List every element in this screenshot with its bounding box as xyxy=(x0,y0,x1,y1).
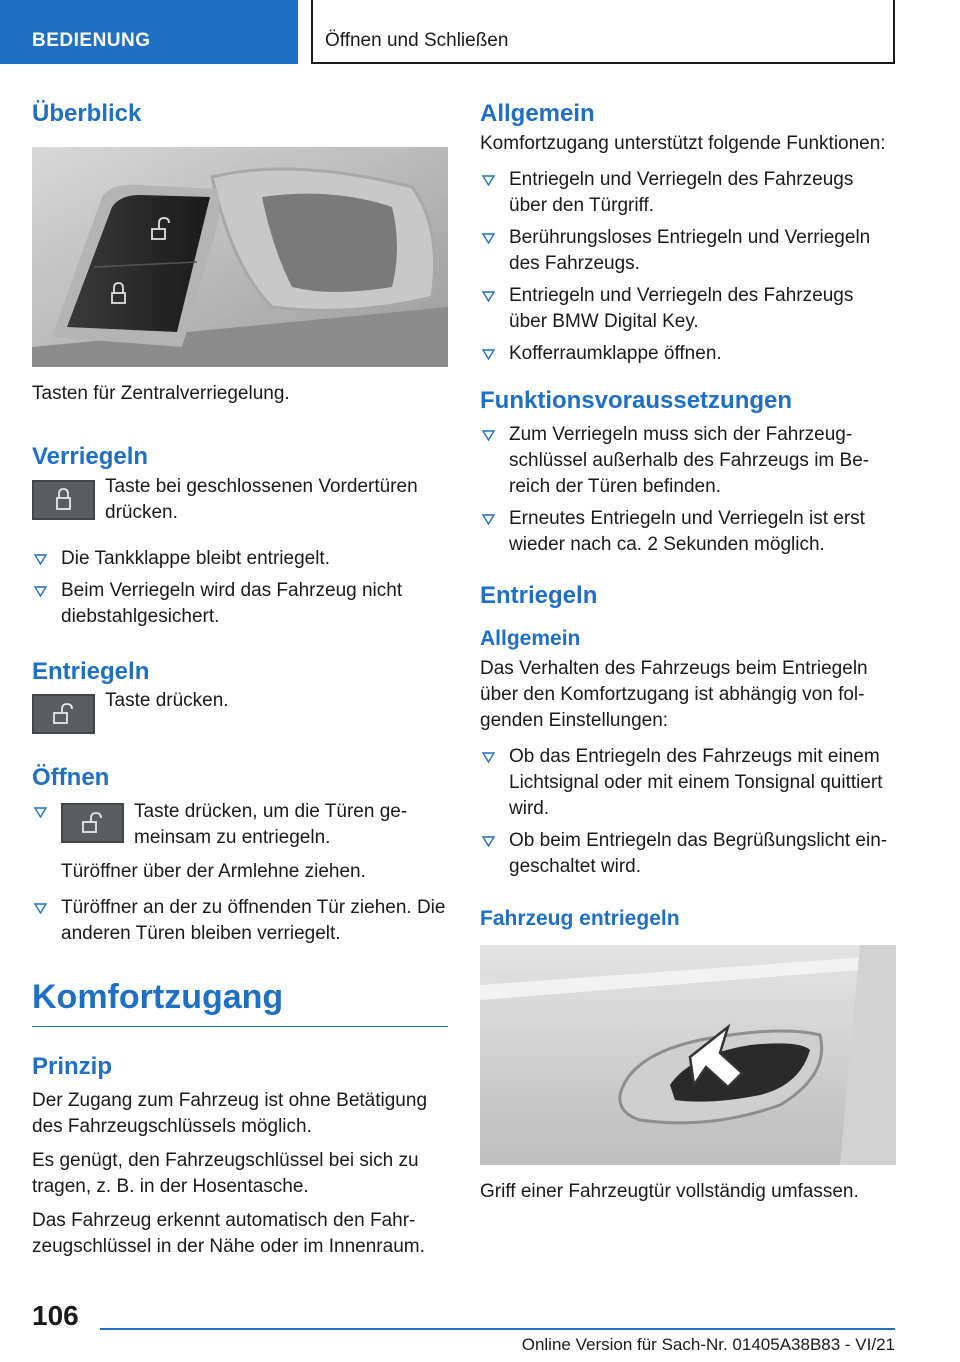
principle-paragraph: Es genügt, den Fahrzeugschlüssel bei sich zu tragen, z. B. in der Hosentasche. xyxy=(32,1149,419,1197)
unlock-key-text: Taste drücken. xyxy=(105,690,229,712)
header-chapter-box xyxy=(311,0,895,64)
list-item: Berührungsloses Entriegeln und Verriegeln des Fahrzeugs. xyxy=(480,225,896,277)
unlocking-intro: Das Verhalten des Fahrzeugs beim Entriegeln über den Komfortzugang ist abhängig von folgenden Einstellungen: xyxy=(480,657,868,731)
door-handle-lock-buttons-photo xyxy=(32,147,448,367)
list-item: Entriegeln und Verriegeln des Fahrzeugs über den Türgriff. xyxy=(480,167,896,219)
triangle-bullet-icon xyxy=(480,341,498,367)
principle-paragraph: Das Fahrzeug erkennt automatisch den Fahrzeugschlüssel in der Nähe oder im Innenraum. xyxy=(32,1209,425,1257)
list-item xyxy=(32,799,448,885)
general-heading: Allgemein xyxy=(480,100,595,127)
header-section-label: BEDIENUNG xyxy=(32,30,151,51)
lock-key-text: Taste bei geschlossenen Vordertüren drücken. xyxy=(105,475,418,523)
general-bullet-list xyxy=(480,167,896,367)
overview-heading: Überblick xyxy=(32,100,142,127)
footer-version-text: Online Version für Sach-Nr. 01405A38B83 - VI/21 xyxy=(521,1335,895,1354)
list-item: Entriegeln und Verriegeln des Fahrzeugs über BMW Digital Key. xyxy=(480,283,896,335)
unlock-button-icon xyxy=(32,694,95,734)
requirements-bullet-list xyxy=(480,422,896,558)
list-item: Ob beim Entriegeln das Begrüßungslicht eingeschaltet wird. xyxy=(480,828,896,880)
unlocking-heading: Entriegeln xyxy=(480,581,598,609)
triangle-bullet-icon xyxy=(32,895,50,921)
requirements-heading: Funktionsvoraussetzungen xyxy=(480,386,793,414)
open-heading: Öffnen xyxy=(32,764,110,792)
triangle-bullet-icon xyxy=(480,506,498,532)
lock-heading: Verriegeln xyxy=(32,442,149,470)
list-item: Die Tankklappe bleibt entriegelt. xyxy=(32,546,448,572)
unlock-button-icon xyxy=(61,803,124,843)
vehicle-unlock-caption: Griff einer Fahrzeugtür vollständig umfassen. xyxy=(480,1180,859,1202)
header-section-tab xyxy=(0,0,298,64)
overview-caption: Tasten für Zentralverriegelung. xyxy=(32,382,290,404)
principle-paragraph: Der Zugang zum Fahrzeug ist ohne Betätigung des Fahrzeugschlüssels möglich. xyxy=(32,1089,428,1137)
footer-divider xyxy=(100,1328,895,1330)
door-handle-grip-photo xyxy=(480,945,896,1165)
page-number: 106 xyxy=(32,1300,79,1331)
header-chapter-label: Öffnen und Schließen xyxy=(325,30,509,51)
list-item: Türöffner an der zu öffnenden Tür ziehen. Die anderen Türen bleiben verriegelt. xyxy=(32,895,448,947)
triangle-bullet-icon xyxy=(480,225,498,251)
triangle-bullet-icon xyxy=(480,283,498,309)
open-bullet-list xyxy=(32,799,448,947)
list-item: Beim Verriegeln wird das Fahrzeug nicht diebstahlgesichert. xyxy=(32,578,448,630)
list-item: Erneutes Entriegeln und Verriegeln ist erst wieder nach ca. 2 Sekunden möglich. xyxy=(480,506,896,558)
list-item: Zum Verriegeln muss sich der Fahrzeugschlüssel außerhalb des Fahrzeugs im Bereich der Türen befinden. xyxy=(480,422,896,500)
vehicle-unlock-heading: Fahrzeug entriegeln xyxy=(480,906,680,930)
comfort-access-title: Komfortzugang xyxy=(32,977,448,1027)
triangle-bullet-icon xyxy=(480,744,498,770)
triangle-bullet-icon xyxy=(32,799,50,825)
unlock-heading: Entriegeln xyxy=(32,657,150,685)
open-key-text: Taste drücken, um die Türen gemeinsam zu entriegeln. xyxy=(134,801,408,849)
triangle-bullet-icon xyxy=(480,828,498,854)
triangle-bullet-icon xyxy=(480,167,498,193)
open-sub-text: Türöffner über der Armlehne ziehen. xyxy=(61,861,366,883)
triangle-bullet-icon xyxy=(32,546,50,572)
principle-heading: Prinzip xyxy=(32,1052,113,1080)
unlocking-bullet-list xyxy=(480,744,896,880)
left-column xyxy=(32,100,448,1268)
lock-bullet-list xyxy=(32,546,448,630)
unlocking-subheading: Allgemein xyxy=(480,627,581,651)
right-column xyxy=(480,100,896,1213)
unlock-key-row xyxy=(32,688,448,734)
list-item: Kofferraumklappe öffnen. xyxy=(480,341,896,367)
lock-button-icon xyxy=(32,480,95,520)
triangle-bullet-icon xyxy=(32,578,50,604)
triangle-bullet-icon xyxy=(480,422,498,448)
general-intro: Komfortzugang unterstützt folgende Funktionen: xyxy=(480,132,886,154)
list-item: Ob das Entriegeln des Fahrzeugs mit einem Lichtsignal oder mit einem Tonsignal quittiert wird. xyxy=(480,744,896,822)
lock-key-row xyxy=(32,474,448,526)
